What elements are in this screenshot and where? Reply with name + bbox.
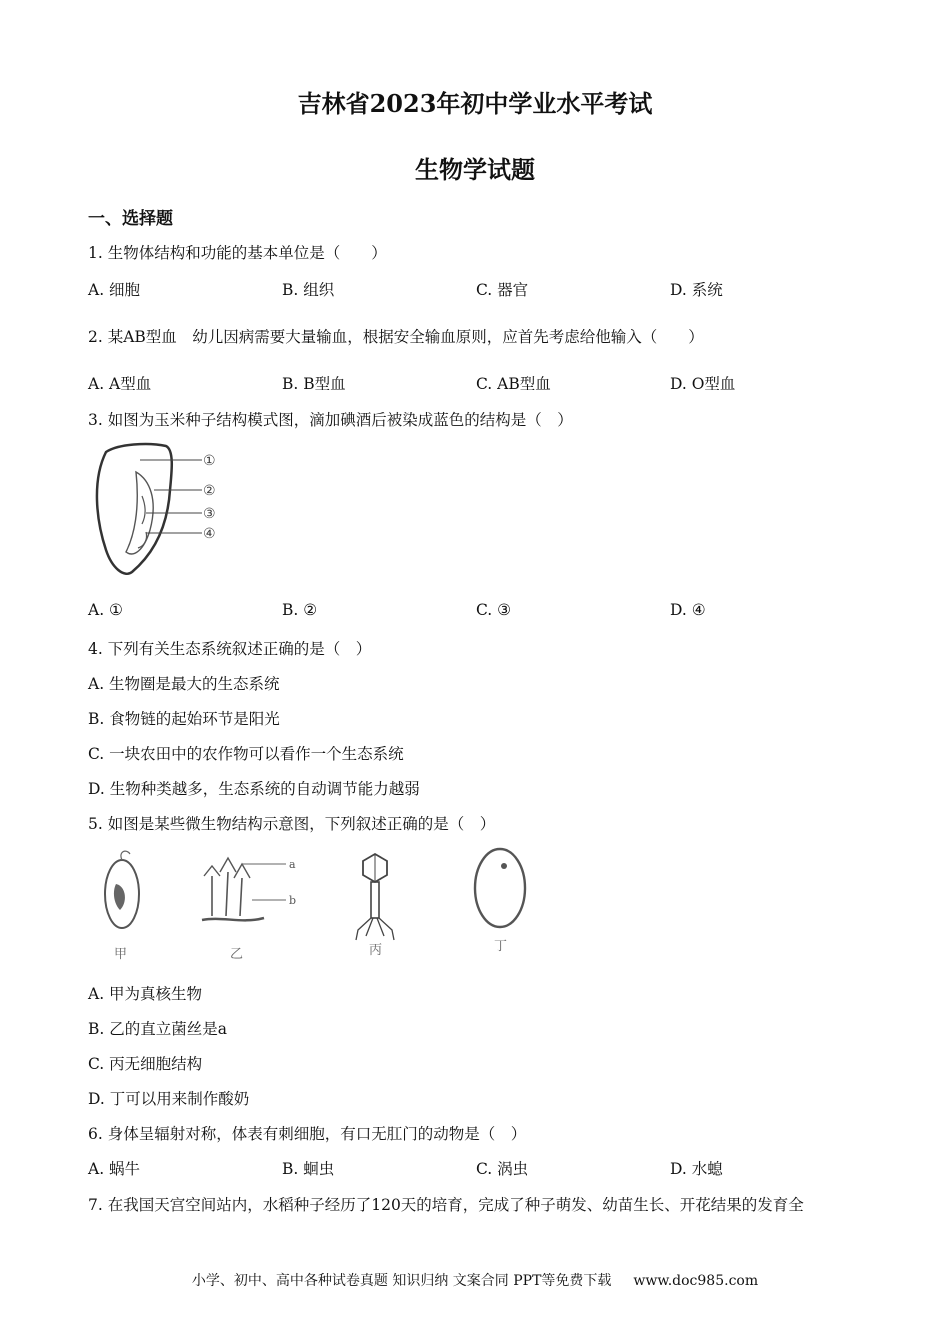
q5-option-a: A. 甲为真核生物	[88, 985, 203, 1003]
footer-url[interactable]: www.doc985.com	[633, 1273, 759, 1289]
q5-option-b: B. 乙的直立菌丝是a	[88, 1020, 227, 1038]
q2-option-d: D. O型血	[670, 375, 736, 393]
mold-mark-a: a	[289, 858, 296, 871]
q3-option-d: D. ④	[670, 601, 706, 619]
mold-mark-b: b	[289, 894, 297, 907]
q1-option-b: B. 组织	[282, 281, 335, 299]
corn-seed-figure	[88, 440, 228, 580]
q4-option-b: B. 食物链的起始环节是阳光	[88, 710, 280, 728]
yeast-ding	[475, 849, 525, 954]
q5-option-d: D. 丁可以用来制作酸奶	[88, 1090, 250, 1108]
seed-label-4: ④	[203, 526, 216, 542]
seed-outline	[97, 444, 172, 574]
q5-option-c: C. 丙无细胞结构	[88, 1055, 203, 1073]
q3-option-a: A. ①	[88, 601, 123, 619]
question-2-options	[88, 372, 868, 394]
question-3-options	[88, 601, 868, 623]
bacterium-jia	[105, 851, 139, 962]
question-6-stem: 6. 身体呈辐射对称，体表有刺细胞，有口无肛门的动物是（ ）	[88, 1125, 527, 1143]
q3-option-b: B. ②	[282, 601, 318, 619]
q4-option-c: C. 一块农田中的农作物可以看作一个生态系统	[88, 745, 404, 763]
page-subtitle: 生物学试题	[415, 155, 535, 184]
q2-option-a: A. A型血	[88, 375, 152, 393]
page-footer	[0, 1270, 950, 1290]
question-1-options	[88, 278, 868, 300]
q4-option-a: A. 生物圈是最大的生态系统	[88, 675, 280, 693]
question-7-stem: 7. 在我国天宫空间站内，水稻种子经历了120天的培育，完成了种子萌发、幼苗生长、开花结果的发育全	[88, 1196, 804, 1214]
question-4-stem: 4. 下列有关生态系统叙述正确的是（ ）	[88, 640, 372, 658]
q6-option-d: D. 水螅	[670, 1160, 723, 1178]
question-6-options	[88, 1157, 868, 1179]
question-1-stem: 1. 生物体结构和功能的基本单位是（ ）	[88, 244, 387, 262]
q2-option-c: C. AB型血	[476, 375, 551, 393]
q1-option-c: C. 器官	[476, 281, 529, 299]
seed-label-3: ③	[203, 506, 216, 522]
seed-label-1: ①	[203, 453, 216, 469]
microorganism-figure	[92, 846, 532, 966]
q6-option-c: C. 涡虫	[476, 1160, 529, 1178]
q1-option-a: A. 细胞	[88, 281, 141, 299]
question-3-stem: 3. 如图为玉米种子结构模式图，滴加碘酒后被染成蓝色的结构是（ ）	[88, 411, 573, 429]
footer-text: 小学、初中、高中各种试卷真题 知识归纳 文案合同 PPT等免费下载	[191, 1273, 612, 1289]
q6-option-b: B. 蛔虫	[282, 1160, 335, 1178]
question-2-stem: 2. 某AB型血 幼儿因病需要大量输血，根据安全输血原则，应首先考虑给他输入（ ）	[88, 328, 704, 346]
label-bing: 丙	[369, 943, 383, 958]
label-ding: 丁	[494, 939, 508, 954]
q4-option-d: D. 生物种类越多，生态系统的自动调节能力越弱	[88, 780, 420, 798]
mold-yi	[202, 858, 296, 962]
q2-option-b: B. B型血	[282, 375, 346, 393]
label-yi: 乙	[230, 947, 244, 962]
question-5-stem: 5. 如图是某些微生物结构示意图，下列叙述正确的是（ ）	[88, 815, 496, 833]
label-jia: 甲	[114, 947, 128, 962]
q6-option-a: A. 蜗牛	[88, 1160, 141, 1178]
virus-bing	[356, 854, 394, 958]
page-title: 吉林省2023年初中学业水平考试	[297, 89, 653, 118]
section-heading: 一、选择题	[88, 209, 173, 229]
seed-label-2: ②	[203, 483, 216, 499]
q3-option-c: C. ③	[476, 601, 512, 619]
q1-option-d: D. 系统	[670, 281, 723, 299]
